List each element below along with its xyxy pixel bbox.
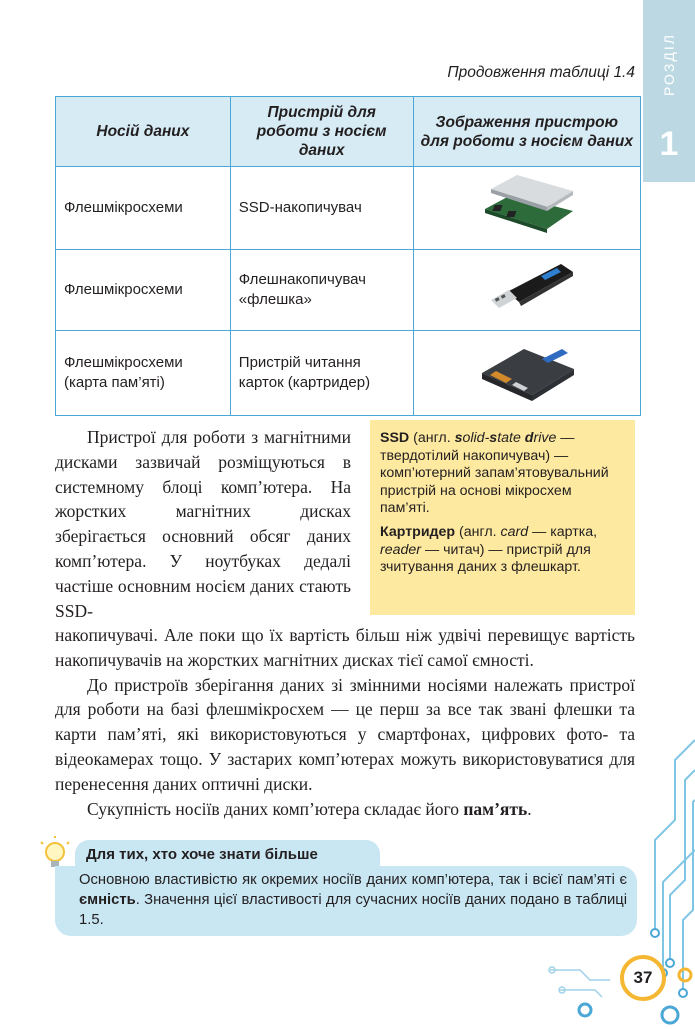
table-row: [56, 331, 641, 416]
cell-image: [413, 167, 640, 250]
info-box-text: [79, 870, 627, 930]
cell-medium: Флешмікросхеми (карта пам’яті): [56, 331, 231, 416]
glossary-text: — картка,: [528, 523, 598, 540]
cell-medium: Флешмікросхеми: [56, 167, 231, 250]
page-number: 37: [633, 968, 653, 987]
info-box-title: Для тих, хто хоче знати більше: [86, 846, 318, 863]
chapter-side-tab: [643, 0, 695, 182]
header-image: Зображення пристрою для роботи з носієм даних: [413, 97, 640, 167]
paragraph-text: .: [527, 798, 532, 819]
term-memory: пам’ять: [463, 798, 528, 819]
glossary-text: — читач) — пристрій для зчитування даних з флешкарт.: [380, 541, 591, 576]
glossary-box: [370, 420, 635, 615]
cell-device: Пристрій читання карток (картридер): [230, 331, 413, 416]
info-text: . Значення цієї властивості для сучасних носіїв даних подано в таблиці 1.5.: [79, 892, 627, 928]
info-box: [55, 866, 637, 936]
term-card-reader: Картридер: [380, 523, 456, 540]
paragraph-memory: [55, 797, 635, 822]
chapter-word: РОЗДІЛ: [661, 33, 677, 96]
table-continuation-caption: Продовження таблиці 1.4: [447, 64, 635, 81]
ssd-drive-image: [477, 171, 577, 239]
header-device: Пристрій для роботи з носієм даних: [230, 97, 413, 167]
glossary-text: card: [500, 523, 529, 540]
page-number-badge: [620, 955, 666, 1001]
main-text: [55, 623, 635, 821]
cell-device: Флешнакопичувач «флешка»: [230, 250, 413, 331]
glossary-text: (англ.: [455, 523, 501, 540]
cell-image: [413, 331, 640, 416]
glossary-text: olid-: [462, 430, 490, 446]
glossary-text: (англ.: [409, 430, 455, 446]
cell-device: SSD-накопичувач: [230, 167, 413, 250]
header-medium: Носій даних: [56, 97, 231, 167]
paragraph-removable-media: До пристроїв зберігання даних зі змінними носіями належать пристрої для роботи на базі флешмікросхем — це перш за все так звані флешки та карти пам’яті, які використовуються у смартфонах, цифрових фото- та відеокамерах тощо. У застарих комп’ютерах можуть використовуватися для перенесення даних оптичні диски.: [55, 674, 635, 794]
cell-medium: Флешмікросхеми: [56, 250, 231, 331]
glossary-letter: s: [454, 430, 463, 446]
paragraph-magnetic-devices: [55, 425, 351, 623]
paragraph-continuation: накопичувачі. Але поки що їх вартість більш ніж удвічі перевищує вартість накопичувачів на жорстких магнітних дисках тієї самої ємності.: [55, 625, 635, 670]
table-header-row: [56, 97, 641, 167]
usb-flash-drive-image: [477, 254, 577, 320]
paragraph-text: Сукупність носіїв даних комп’ютера складає його: [87, 798, 464, 819]
glossary-text: — твердотілий накопичувач) — комп’ютерний запам’ятовувальний пристрій на основі мікросхем пам’яті.: [380, 430, 609, 517]
gear-decoration: [540, 950, 695, 1029]
cell-image: [413, 250, 640, 331]
table-row: [56, 250, 641, 331]
glossary-text: tate: [497, 430, 525, 446]
glossary-card-reader: [380, 524, 625, 577]
glossary-text: reader: [380, 541, 422, 558]
term-capacity: ємність: [79, 892, 136, 908]
card-reader-image: [472, 335, 582, 405]
info-text: Основною властивістю як окремих носіїв даних комп’ютера, так і всієї пам’яті є: [79, 872, 627, 888]
glossary-ssd: [380, 430, 625, 518]
storage-devices-table: [55, 96, 641, 416]
glossary-text: rive: [533, 430, 557, 446]
term-ssd: SSD: [380, 430, 410, 446]
glossary-letter: s: [489, 430, 498, 446]
table-row: [56, 167, 641, 250]
paragraph-text: Пристрої для роботи з магнітними дисками зазвичай розміщуються в системному блоці комп’ютера. На жорстких магнітних дисках зберігається основний обсяг даних комп’ютера. У ноутбуках дедалі частіше основним носієм даних стають SSD-: [55, 427, 351, 621]
glossary-letter: d: [524, 430, 534, 446]
chapter-number: 1: [659, 125, 679, 163]
